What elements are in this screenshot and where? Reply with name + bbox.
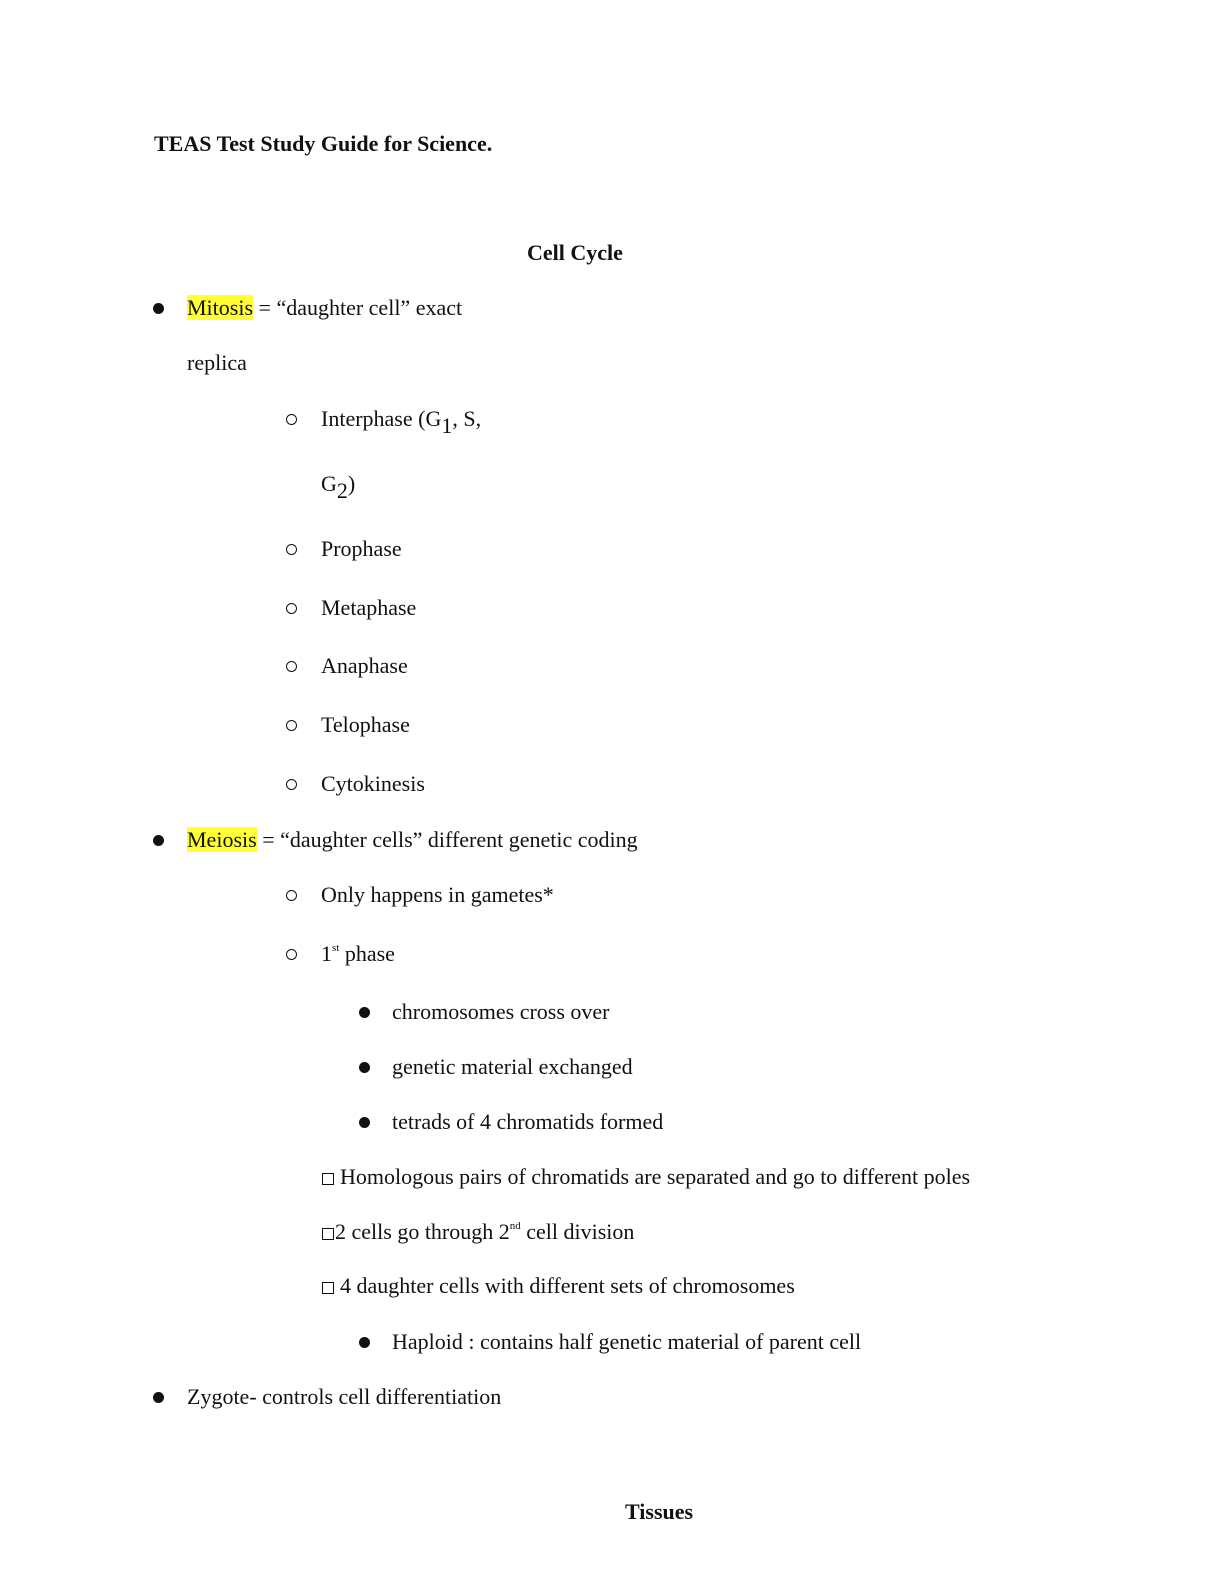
haploid-item: Haploid : contains half genetic material of parent cell xyxy=(392,1329,862,1354)
phase-telophase: Telophase xyxy=(321,712,410,737)
meiosis-gametes: Only happens in gametes* xyxy=(321,882,554,907)
zygote-item: Zygote- controls cell differentiation xyxy=(187,1384,502,1409)
bullet-dot-icon xyxy=(359,1062,370,1073)
bullet-circle-icon xyxy=(286,661,297,672)
phase-anaphase: Anaphase xyxy=(321,653,408,678)
bullet-circle-icon xyxy=(286,544,297,555)
mitosis-term: Mitosis xyxy=(187,295,254,320)
section-heading-cell-cycle: Cell Cycle xyxy=(527,240,623,265)
mitosis-definition: = “daughter cell” exact xyxy=(253,295,463,320)
phase-interphase: Interphase ($G_1$, S, xyxy=(321,406,482,438)
meiosis-box-item-1: Homologous pairs of chromatids are separated and go to different poles xyxy=(322,1164,970,1190)
mitosis-definition-continued: replica xyxy=(187,350,247,375)
phase-cytokinesis: Cytokinesis xyxy=(321,771,425,796)
bullet-circle-icon xyxy=(286,414,297,425)
bullet-dot-icon xyxy=(359,1337,370,1348)
meiosis-item xyxy=(187,827,638,853)
bullet-dot-icon xyxy=(359,1007,370,1018)
meiosis-box-item-3: 4 daughter cells with different sets of chromosomes xyxy=(322,1273,795,1299)
section-heading-tissues: Tissues xyxy=(625,1499,694,1524)
document-title: TEAS Test Study Guide for Science. xyxy=(154,131,493,156)
meiosis-first-phase: 1st phase xyxy=(321,941,395,966)
bullet-circle-icon xyxy=(286,603,297,614)
bullet-circle-icon xyxy=(286,720,297,731)
bullet-dot-icon xyxy=(153,1392,164,1403)
first-phase-tetrads: tetrads of 4 chromatids formed xyxy=(392,1109,664,1134)
phase-prophase: Prophase xyxy=(321,536,402,561)
mitosis-item xyxy=(187,295,462,321)
first-phase-exchange: genetic material exchanged xyxy=(392,1054,633,1079)
phase-interphase-continued: $G_2$) xyxy=(321,471,356,503)
bullet-dot-icon xyxy=(153,835,164,846)
bullet-circle-icon xyxy=(286,949,297,960)
checkbox-square-icon xyxy=(322,1173,334,1185)
meiosis-box-item-2: 2 cells go through 2nd cell division xyxy=(322,1219,634,1245)
phase-metaphase: Metaphase xyxy=(321,595,417,620)
checkbox-square-icon xyxy=(322,1228,334,1240)
first-phase-cross-over: chromosomes cross over xyxy=(392,999,610,1024)
meiosis-term: Meiosis xyxy=(187,827,257,852)
bullet-circle-icon xyxy=(286,890,297,901)
meiosis-definition: = “daughter cells” different genetic coding xyxy=(256,827,638,852)
bullet-circle-icon xyxy=(286,779,297,790)
bullet-dot-icon xyxy=(359,1117,370,1128)
checkbox-square-icon xyxy=(322,1282,334,1294)
bullet-dot-icon xyxy=(153,303,164,314)
